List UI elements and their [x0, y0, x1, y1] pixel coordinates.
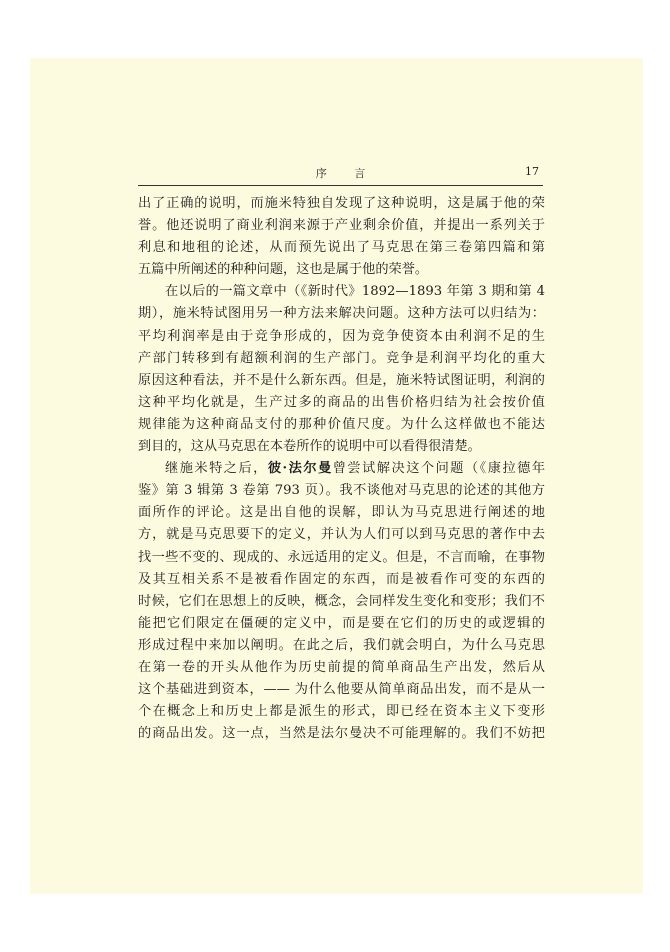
text-line: 出了正确的说明，而施米特独自发现了这种说明，这是属于他的荣 [138, 196, 545, 211]
text-line: 及其互相关系不是被看作固定的东西，而是被看作可变的东西的 [138, 571, 545, 587]
para-rest: 曾尝试解决这个问题（《康拉德年 [332, 461, 545, 477]
para-prefix: 继施米特之后， [165, 461, 268, 477]
text-line: 个在概念上和历史上都是派生的形式，即已经在资本主义下变形 [138, 704, 545, 720]
text-line: 这种平均化就是，生产过多的商品的出售价格归结为社会按价值 [138, 394, 545, 410]
body-text [138, 193, 545, 745]
text-line: 到目的，这从马克思在本卷所作的说明中可以看得很清楚。 [138, 439, 481, 455]
text-line: 规律能为这种商品支付的那种价值尺度。为什么这样做也不能达 [138, 416, 545, 432]
text-line: 找一些不变的、现成的、永远适用的定义。但是，不言而喻，在事物 [138, 549, 545, 565]
person-name: 彼·法尔曼 [267, 461, 333, 477]
running-title-char-1: 序 [315, 167, 327, 180]
text-line: 誉。他还说明了商业利润来源于产业剩余价值，并提出一系列关于 [138, 218, 545, 234]
text-line: 能把它们限定在僵硬的定义中，而是要在它们的历史的或逻辑的 [138, 615, 545, 631]
running-title-char-2: 言 [354, 167, 366, 180]
text-line: 平均利润率是由于竞争形成的，因为竞争使资本由利润不足的生 [138, 328, 545, 344]
page-number: 17 [525, 165, 539, 178]
text-line: 方，就是马克思要下的定义，并认为人们可以到马克思的著作中去 [138, 527, 545, 543]
text-line-paragraph-start [138, 458, 545, 480]
text-line: 原因这种看法，并不是什么新东西。但是，施米特试图证明，利润的 [138, 372, 545, 388]
text-line: 产部门转移到有超额利润的生产部门。竞争是利润平均化的重大 [138, 350, 545, 366]
text-line: 形成过程中来加以阐明。在此之后，我们就会明白，为什么马克思 [138, 637, 545, 653]
text-line: 时候，它们在思想上的反映，概念，会同样发生变化和变形；我们不 [138, 593, 545, 609]
text-line: 这个基础进到资本，—— 为什么他要从简单商品出发，而不是从一 [138, 682, 545, 698]
text-line: 的商品出发。这一点，当然是法尔曼决不可能理解的。我们不妨把 [138, 726, 545, 742]
running-header [138, 163, 543, 186]
text-line: 五篇中所阐述的种种问题，这也是属于他的荣誉。 [138, 262, 429, 278]
text-line: 利息和地租的论述，从而预先说出了马克思在第三卷第四篇和第 [138, 240, 545, 256]
running-title [138, 165, 543, 181]
text-line: 鉴》第 3 辑第 3 卷第 793 页）。我不谈他对马克思的论述的其他方 [138, 483, 545, 499]
text-line: 在第一卷的开头从他作为历史前提的简单商品生产出发，然后从 [138, 659, 545, 675]
text-line: 期），施米特试图用另一种方法来解决问题。这种方法可以归结为： [138, 306, 545, 322]
text-line: 面所作的评论。这是出自他的误解，即认为马克思进行阐述的地 [138, 505, 545, 521]
text-line: 在以后的一篇文章中（《新时代》1892—1893 年第 3 期和第 4 [165, 284, 545, 300]
